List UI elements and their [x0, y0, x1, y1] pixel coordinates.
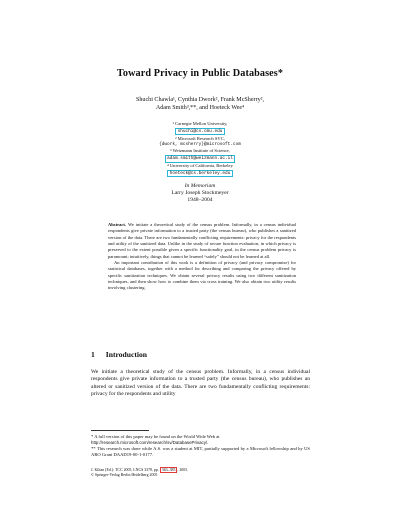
page-range-link[interactable]: 363–385: [161, 468, 176, 472]
author-list: [0, 96, 400, 113]
authors-line-1: Shuchi Chawla¹, Cynthia Dwork², Frank McSherry²,: [135, 97, 265, 103]
memoriam-heading: In Memoriam: [184, 183, 216, 189]
footnote-rule: [91, 430, 149, 431]
memoriam-block: [0, 183, 400, 204]
section-title: Introduction: [105, 350, 148, 359]
authors-line-2: Adam Smith³,**, and Hoeteck Wee⁴: [155, 105, 245, 112]
footnote-1-text: * A full version of this paper may be found on the World Wide Web at: [91, 434, 220, 439]
affiliation-4: ⁴ University of California, Berkeley: [167, 163, 233, 168]
section-body: We initiate a theoretical study of the census problem. Informally, in a census individual respondents give private information to a trusted party (the census bureau), who publishes an altered or sanitized version of the data. There are two fundamentally conflicting requirements: privacy for the respondents and utility: [91, 369, 310, 398]
affiliation-1: ¹ Carnegie Mellon University,: [172, 121, 228, 126]
memoriam-name: Larry Joseph Stockmeyer: [171, 190, 229, 196]
email-link-3[interactable]: adam.smith@weizmann.ac.il: [165, 155, 236, 163]
footnotes: [91, 434, 310, 458]
abstract: [108, 222, 296, 292]
email-link-1[interactable]: shuchi@cs.cmu.edu: [175, 128, 225, 136]
abstract-paragraph-1: We initiate a theoretical study of the census problem. Informally, in a census individual respondents give private information to a trusted party (the census bureau), who publishes a sanitized version of the data. There are two fundamentally conflicting requirements: privacy for the respondents and utility of the sanitized data. Unlike in the study of secure function evaluation, in which privacy is preserved to the extent possible given a specific functionality goal, in the census problem privacy is paramount; intuitively, things that cannot be learned “safely” should not be learned at all.: [108, 222, 297, 259]
footnote-1-url[interactable]: http://research.microsoft.com/research/sv/DatabasePrivacy/.: [91, 440, 209, 446]
section-heading: [91, 350, 158, 359]
memoriam-years: 1948–2004: [187, 197, 213, 203]
abstract-paragraph-2: An important contribution of this work is a definition of privacy (and privacy compromise) for statistical databases, together with a method for describing and comparing the privacy offered by specific sanitization techniques. We obtain several privacy results using two different sanitization techniques, and then show how to combine them via cross training. We also obtain two utility results involving clustering.: [108, 260, 296, 291]
affiliation-2: ² Microsoft Research SVC,: [175, 135, 225, 141]
email-text-2: {dwork, mcsherry}@microsoft.com: [159, 142, 241, 147]
paper-title: Toward Privacy in Public Databases*: [116, 68, 284, 79]
pubinfo-citation: J. Kilian (Ed.): TCC 2005, LNCS 3378, pp.: [91, 468, 160, 472]
footnote-2: ** This research was done while A.S. was a student at MIT, partially supported by a Microsoft fellowship and by US ARO Grant DAAD19-00-1-0177.: [91, 446, 310, 458]
affiliation-3: ³ Weizmann Institute of Science,: [170, 148, 230, 154]
email-link-4[interactable]: hoeteck@cs.berkeley.edu: [167, 170, 233, 178]
copyright-line: © Springer-Verlag Berlin Heidelberg 2005: [91, 473, 158, 478]
publication-info: [91, 467, 331, 479]
abstract-label: Abstract.: [108, 222, 127, 227]
pubinfo-year: , 2005.: [177, 468, 189, 472]
section-number: 1: [91, 350, 95, 359]
affiliations: [0, 121, 400, 178]
